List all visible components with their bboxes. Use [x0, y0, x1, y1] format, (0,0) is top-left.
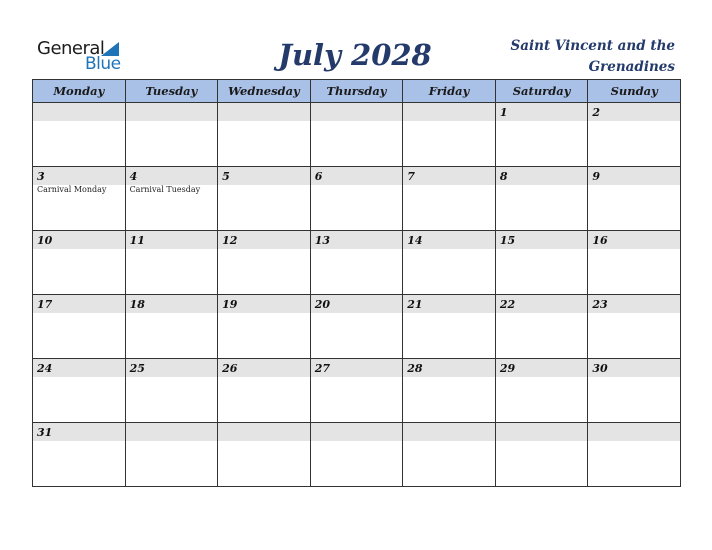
day-number: 3 [37, 170, 45, 183]
calendar-grid [32, 79, 681, 487]
country-line-2: Grenadines [588, 59, 675, 75]
day-number: 2 [592, 106, 601, 119]
day-number-band [588, 103, 680, 121]
day-number-band [588, 359, 680, 377]
day-number-band [218, 359, 310, 377]
day-number-band [403, 167, 495, 185]
day-number-band [496, 423, 588, 441]
logo-text-general: General [37, 38, 105, 59]
day-cell [125, 103, 218, 167]
day-cell [495, 103, 588, 167]
week-row [33, 423, 681, 487]
logo [37, 38, 137, 74]
day-number-band [126, 295, 218, 313]
day-number-band [218, 231, 310, 249]
day-cell [218, 295, 311, 359]
day-number: 10 [37, 234, 53, 247]
day-cell [495, 359, 588, 423]
day-cell [310, 103, 403, 167]
day-number: 27 [314, 362, 330, 375]
day-cell [218, 103, 311, 167]
day-cell [125, 231, 218, 295]
day-number-band [496, 103, 588, 121]
day-cell [33, 295, 126, 359]
day-cell [310, 359, 403, 423]
day-number: 1 [499, 106, 508, 119]
day-number-band [588, 295, 680, 313]
day-number: 14 [407, 234, 423, 247]
day-cell [218, 167, 311, 231]
day-number-band [126, 103, 218, 121]
day-number: 16 [592, 234, 608, 247]
logo-text-blue: Blue [85, 54, 121, 74]
day-number-band [403, 295, 495, 313]
week-row [33, 103, 681, 167]
day-number-band [218, 103, 310, 121]
day-number-band [33, 167, 125, 185]
day-number-band [33, 103, 125, 121]
day-number-band [311, 103, 403, 121]
weekday-header: Tuesday [125, 80, 218, 103]
day-number-band [311, 359, 403, 377]
day-cell [310, 167, 403, 231]
day-number-band [126, 423, 218, 441]
day-cell [33, 167, 126, 231]
day-cell [310, 423, 403, 487]
day-number: 11 [129, 234, 145, 247]
day-cell [403, 167, 496, 231]
day-number-band [311, 167, 403, 185]
weekday-header-row [33, 80, 681, 103]
day-cell [495, 295, 588, 359]
day-cell [218, 423, 311, 487]
day-number: 24 [37, 362, 53, 375]
day-number: 28 [407, 362, 423, 375]
day-cell [33, 231, 126, 295]
day-cell [33, 359, 126, 423]
day-number: 9 [592, 170, 601, 183]
day-number: 31 [37, 426, 53, 439]
day-number: 18 [129, 298, 145, 311]
day-number-band [496, 295, 588, 313]
day-number: 17 [37, 298, 53, 311]
day-cell [495, 231, 588, 295]
day-number-band [126, 359, 218, 377]
day-number: 30 [592, 362, 608, 375]
day-cell [588, 231, 681, 295]
weekday-header: Monday [33, 80, 126, 103]
day-number-band [588, 423, 680, 441]
day-cell [33, 423, 126, 487]
day-number-band [496, 231, 588, 249]
day-cell [218, 231, 311, 295]
day-cell [588, 359, 681, 423]
day-number-band [218, 167, 310, 185]
day-number-band [218, 423, 310, 441]
day-number-band [218, 295, 310, 313]
day-cell [218, 359, 311, 423]
day-cell [310, 295, 403, 359]
day-cell [403, 423, 496, 487]
day-number: 8 [499, 170, 508, 183]
day-number: 26 [222, 362, 238, 375]
country-name [495, 36, 675, 78]
day-number-band [311, 231, 403, 249]
day-number: 12 [222, 234, 238, 247]
day-number-band [311, 423, 403, 441]
day-number-band [588, 231, 680, 249]
day-number: 13 [314, 234, 330, 247]
weekday-header: Wednesday [218, 80, 311, 103]
day-number-band [311, 295, 403, 313]
day-number-band [403, 423, 495, 441]
day-number: 29 [499, 362, 516, 375]
holiday-label: Carnival Tuesday [129, 185, 201, 194]
day-cell [588, 167, 681, 231]
country-line-1: Saint Vincent and the [510, 38, 675, 54]
day-number-band [403, 231, 495, 249]
holiday-label: Carnival Monday [37, 185, 107, 194]
day-cell [403, 359, 496, 423]
day-number: 6 [314, 170, 323, 183]
weekday-header: Saturday [495, 80, 588, 103]
day-number: 4 [129, 170, 138, 183]
day-number: 7 [407, 170, 415, 183]
day-number-band [126, 231, 218, 249]
day-cell [125, 167, 218, 231]
page-title: July 2028 [278, 38, 432, 72]
week-row [33, 231, 681, 295]
day-number-band [126, 167, 218, 185]
weekday-header: Thursday [310, 80, 403, 103]
day-number: 23 [592, 298, 608, 311]
day-number: 15 [499, 234, 516, 247]
week-row [33, 359, 681, 423]
day-cell [125, 359, 218, 423]
day-number: 25 [129, 362, 145, 375]
day-number: 21 [407, 298, 423, 311]
day-cell [33, 103, 126, 167]
weekday-header: Sunday [588, 80, 681, 103]
day-cell [588, 423, 681, 487]
day-cell [588, 295, 681, 359]
day-number-band [403, 103, 495, 121]
day-number-band [33, 231, 125, 249]
day-cell [495, 423, 588, 487]
day-number-band [33, 359, 125, 377]
day-number-band [496, 359, 588, 377]
weekday-header: Friday [403, 80, 496, 103]
day-number: 22 [499, 298, 516, 311]
day-number: 20 [314, 298, 330, 311]
week-row [33, 167, 681, 231]
day-cell [310, 231, 403, 295]
day-number-band [33, 423, 125, 441]
day-number: 5 [222, 170, 230, 183]
day-number-band [403, 359, 495, 377]
day-cell [403, 103, 496, 167]
day-cell [125, 295, 218, 359]
day-cell [495, 167, 588, 231]
day-number: 19 [222, 298, 238, 311]
day-cell [125, 423, 218, 487]
day-cell [403, 231, 496, 295]
day-cell [403, 295, 496, 359]
day-number-band [33, 295, 125, 313]
day-cell [588, 103, 681, 167]
week-row [33, 295, 681, 359]
day-number-band [588, 167, 680, 185]
day-number-band [496, 167, 588, 185]
